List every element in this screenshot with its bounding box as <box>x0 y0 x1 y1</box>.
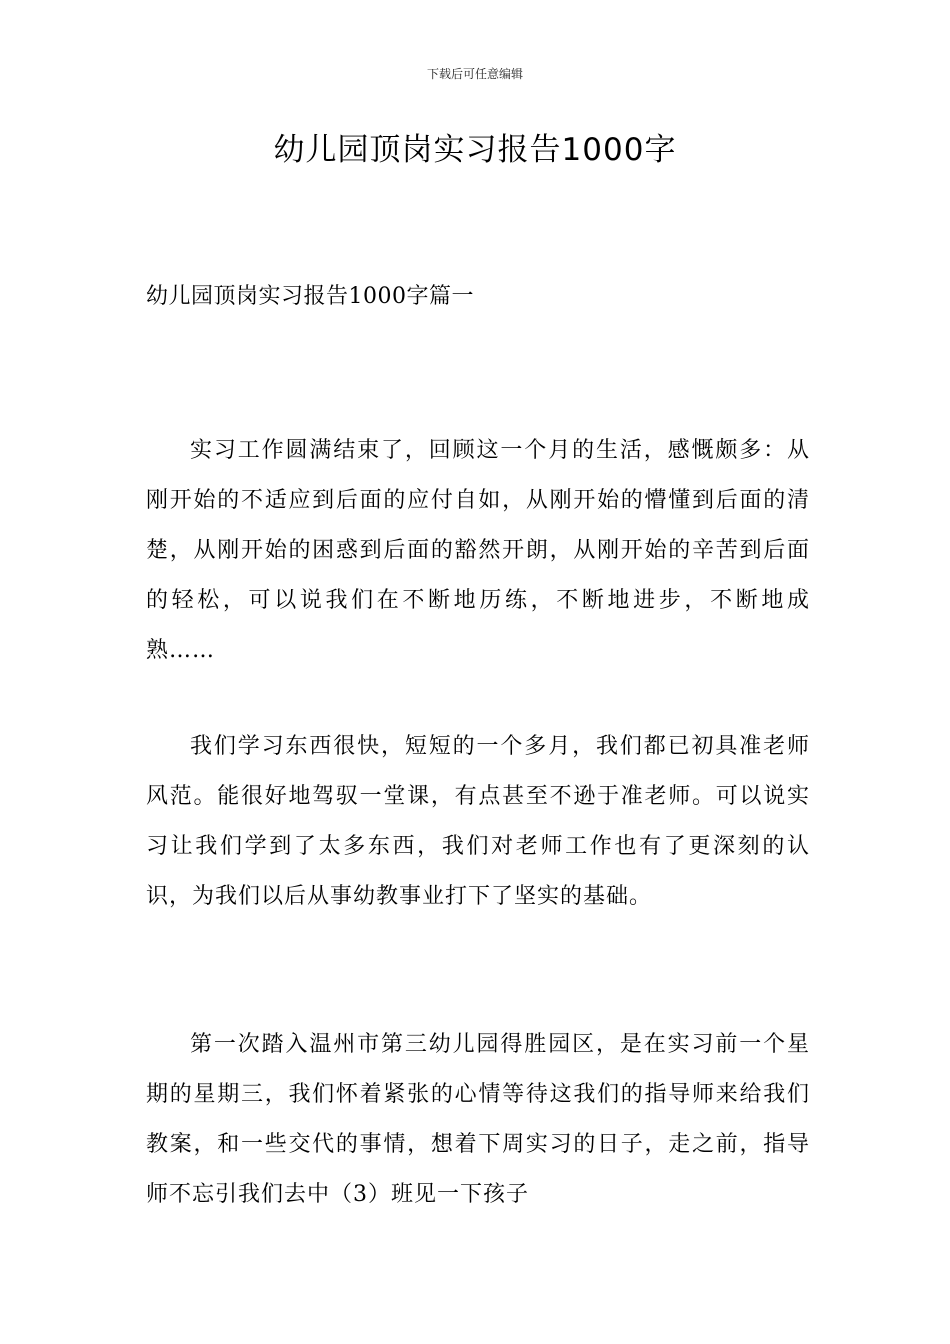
header-note: 下载后可任意编辑 <box>426 67 523 81</box>
body-paragraph-2: 我们学习东西很快，短短的一个多月，我们都已初具准老师风范。能很好地驾驭一堂课，有点甚至不逊于准老师。可以说实习让我们学到了太多东西，我们对老师工作也有了更深刻的认识，为我们以后从事幼教事业打下了坚实的基础。 <box>146 734 810 909</box>
body-paragraph-1: 实习工作圆满结束了，回顾这一个月的生活，感慨颇多：从刚开始的不适应到后面的应付自如，从刚开始的懵懂到后面的清楚，从刚开始的困惑到后面的豁然开朗，从刚开始的辛苦到后面的轻松，可以说我们在不断地历练，不断地进步，不断地成熟…… <box>146 438 810 663</box>
body-paragraph-3: 第一次踏入温州市第三幼儿园得胜园区，是在实习前一个星期的星期三，我们怀着紧张的心情等待这我们的指导师来给我们教案，和一些交代的事情，想着下周实习的日子，走之前，指导师不忘引我们去中（3）班见一下孩子 <box>146 1032 810 1207</box>
section-heading: 幼儿园顶岗实习报告1000字篇一 <box>146 284 474 309</box>
document-title: 幼儿园顶岗实习报告1000字 <box>273 132 677 168</box>
